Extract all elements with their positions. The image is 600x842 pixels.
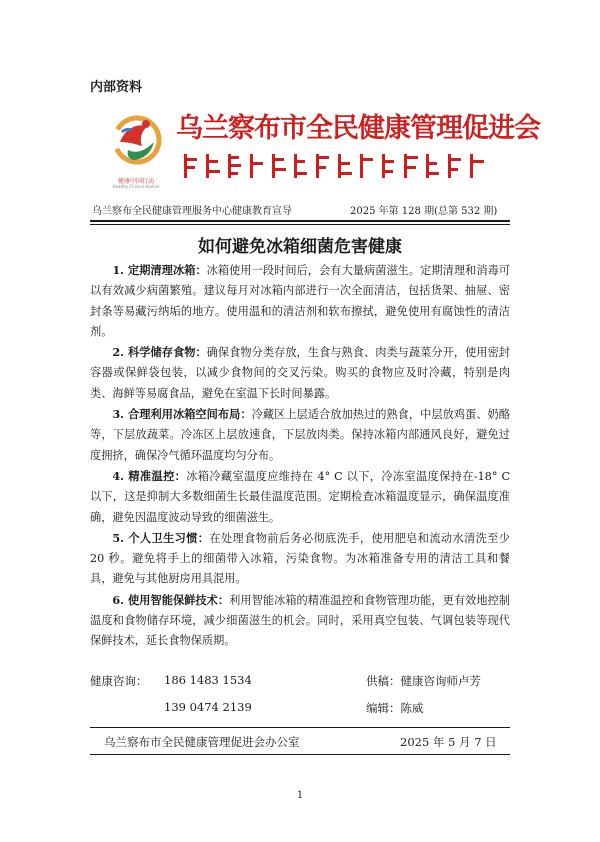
logo-caption-en: Healthy China Initiative (112, 184, 160, 189)
healthy-china-logo-icon (108, 112, 166, 174)
section-3 (90, 404, 510, 466)
organization-title: 乌兰察布市全民健康管理促进会 (176, 113, 540, 144)
article-supplier: 供稿：健康咨询师卢芳 (366, 674, 481, 688)
section-5 (90, 528, 510, 590)
mongolian-script-title (180, 150, 490, 182)
section-text: 利用智能冰箱的精准温控和食物管理功能，更有效地控制温度和食物储存环境，减少细菌滋生的机会。同时，采用真空包装、气调包装等现代保鲜技术，延长食物保质期。 (90, 593, 510, 648)
footer-rule-top (90, 727, 510, 728)
issue-number: 2025 年第 128 期(总第 532 期) (350, 206, 498, 217)
page-number: 1 (296, 790, 304, 801)
footer-rule-bottom (90, 754, 510, 755)
contact-phone-2: 139 0474 2139 (164, 700, 252, 714)
footer-date: 2025 年 5 月 7 日 (400, 735, 497, 749)
internal-document-label: 内部资料 (90, 80, 143, 95)
section-1 (90, 260, 510, 342)
section-heading: 3. 合理利用冰箱空间布局： (112, 407, 252, 422)
contact-phone-1: 186 1483 1534 (164, 673, 252, 687)
section-heading: 5. 个人卫生习惯： (112, 530, 210, 545)
section-text: 确保食物分类存放，生食与熟食、肉类与蔬菜分开，使用密封容器或保鲜袋包装，以减少食物间的交叉污染。购买的食物应及时冷藏，特别是肉类、海鲜等易腐食品，避免在室温下长时间暴露。 (90, 346, 510, 400)
section-6 (90, 590, 510, 652)
section-text: 冰箱使用一段时间后，会有大量病菌滋生。定期清理和消毒可以有效减少病菌繁殖。建议每月对冰箱内部进行一次全面清洁，包括货架、抽屉、密封条等易藏污纳垢的地方。使用温和的清洁剂和软布擦拭，避免使用有腐蚀性的清洁剂。 (90, 264, 510, 338)
footer-issuer: 乌兰察布市全民健康管理促进会办公室 (104, 735, 300, 749)
section-heading: 4. 精准温控： (112, 468, 187, 483)
section-heading: 1. 定期清理冰箱： (112, 263, 207, 277)
article-editor: 编辑：陈威 (366, 701, 424, 715)
article-title: 如何避免冰箱细菌危害健康 (198, 237, 402, 257)
section-text: 冰箱冷藏室温度应维持在 4° C 以下，冷冻室温度保持在-18° C 以下，这是抑制大多数细菌生长最佳温度范围。定期检查冰箱温度显示，确保温度准确，避免因温度波动导致的细菌滋生。 (90, 469, 511, 524)
section-heading: 6. 使用智能保鲜技术： (112, 592, 230, 607)
contact-label: 健康咨询： (90, 674, 148, 688)
logo-caption: 健康中国行动 (117, 178, 154, 185)
section-heading: 2. 科学储存食物： (112, 345, 207, 360)
issuer-subtitle: 乌兰察布全民健康管理服务中心健康教育宣导 (92, 206, 292, 217)
section-2 (90, 342, 510, 404)
section-text: 在处理食物前后务必彻底洗手，使用肥皂和流动水清洗至少 20 秒。避免将手上的细菌带入冰箱，污染食物。为冰箱准备专用的清洁工具和餐具，避免与其他厨房用具混用。 (90, 531, 510, 586)
section-text: 冷藏区上层适合放加热过的熟食，中层放鸡蛋、奶酪等，下层放蔬菜。冷冻区上层放速食，下层放肉类。保持冰箱内部通风良好，避免过度拥挤，确保冷气循环温度均匀分布。 (90, 408, 510, 462)
header-rule-thick (90, 220, 510, 222)
article-body (90, 260, 510, 652)
header-rule-thin (90, 224, 510, 225)
section-4 (90, 466, 510, 528)
